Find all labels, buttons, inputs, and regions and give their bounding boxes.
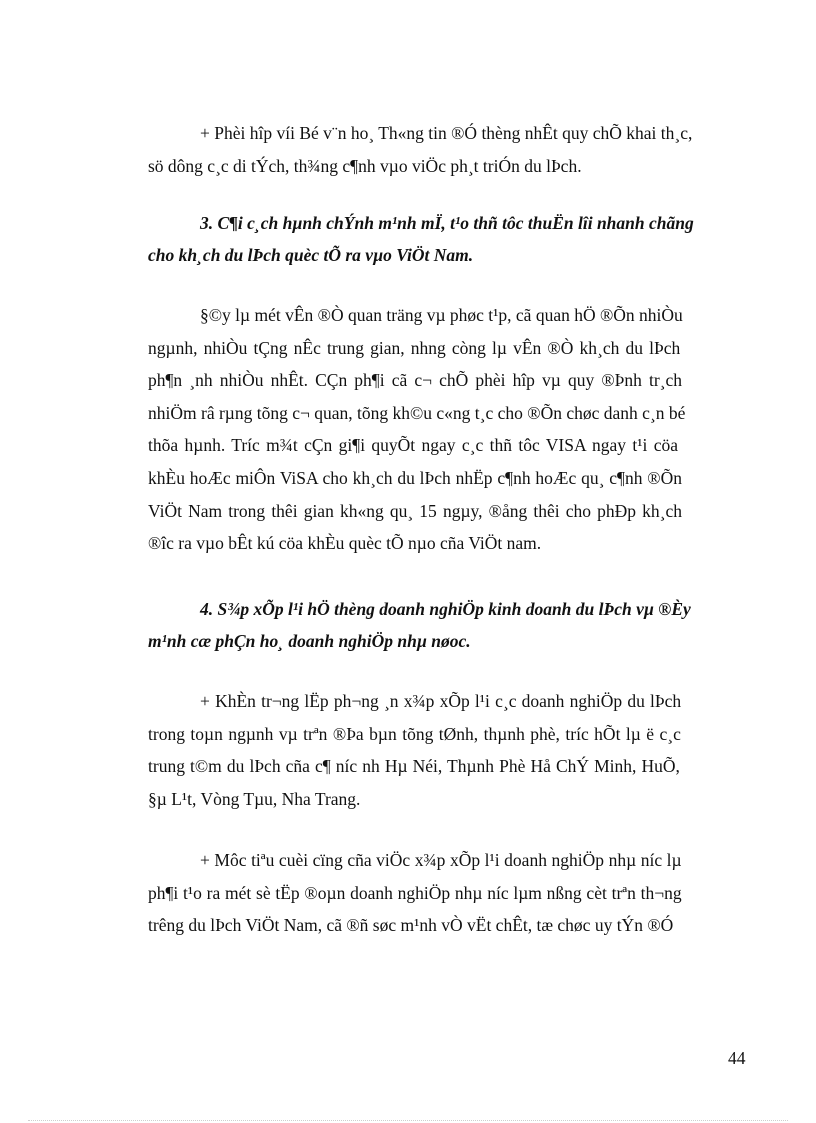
- text-line: trêng du lÞch ViÖt Nam, cã ®ñ søc m¹nh vÒ vËt chÊt, tæ chøc uy tÝn ®Ó: [148, 915, 674, 936]
- text-line: ph¶n ¸nh nhiÒu nhÊt. CÇn ph¶i cã c¬ chÕ phèi hîp vµ quy ®Þnh tr¸ch: [148, 370, 682, 391]
- footer-divider: [28, 1120, 788, 1121]
- paragraph-visa-reform: [148, 299, 734, 560]
- section-heading-4: [148, 593, 734, 657]
- text-line: + Phèi hîp víi Bé v¨n ho¸ Th«ng tin ®Ó thèng nhÊt quy chÕ khai th¸c,: [200, 123, 693, 143]
- text-line: §µ L¹t, Vòng Tµu, Nha Trang.: [148, 788, 361, 809]
- text-line: thõa hµnh. Tríc m¾t cÇn gi¶i quyÕt ngay c¸c thñ tôc VISA ngay t¹i cöa: [148, 435, 679, 456]
- text-line: ph¶i t¹o ra mét sè tËp ®oµn doanh nghiÖp nhµ níc lµm nßng cèt trªn th¬ng: [148, 882, 682, 903]
- heading-line: 4. S¾p xÕp l¹i hÖ thèng doanh nghiÖp kinh doanh du lÞch vµ ®Èy: [200, 599, 691, 619]
- text-line: trung t©m du lÞch cña c¶ níc nh Hµ Néi, Thµnh Phè Hå ChÝ Minh, HuÕ,: [148, 756, 680, 777]
- text-line: khÈu hoÆc miÔn ViSA cho kh¸ch du lÞch nhËp c¶nh hoÆc qu¸ c¶nh ®Õn: [148, 467, 682, 488]
- paragraph-cooperation-culture: [148, 117, 734, 182]
- text-line: §©y lµ mét vÊn ®Ò quan träng vµ phøc t¹p, cã quan hÖ ®Õn nhiÒu: [200, 305, 683, 325]
- text-line: ®îc ra vµo bÊt kú cöa khÈu quèc tÕ nµo cña ViÖt nam.: [148, 533, 542, 554]
- heading-line: cho kh¸ch du lÞch quèc tÕ ra vµo ViÖt Nam.: [148, 245, 474, 265]
- text-line: trong toµn ngµnh vµ trªn ®Þa bµn tõng tØnh, thµnh phè, tríc hÕt lµ ë c¸c: [148, 723, 681, 744]
- text-line: nhiÖm râ rµng tõng c¬ quan, tõng kh©u c«ng t¸c cho ®Õn chøc danh c¸n bé: [148, 402, 686, 423]
- text-line: + KhÈn tr¬ng lËp ph¬ng ¸n x¾p xÕp l¹i c¸c doanh nghiÖp du lÞch: [200, 691, 682, 711]
- section-heading-3: [148, 207, 734, 271]
- heading-line: m¹nh cæ phÇn ho¸ doanh nghiÖp nhµ nøoc.: [148, 631, 471, 651]
- text-line: sö dông c¸c di tÝch, th¾ng c¶nh vµo viÖc ph¸t triÓn du lÞch.: [148, 155, 582, 176]
- heading-line: 3. C¶i c¸ch hµnh chÝnh m¹nh mÏ, t¹o thñ tôc thuËn lîi nhanh chãng: [200, 213, 694, 233]
- text-line: ngµnh, nhiÒu tÇng nÊc trung gian, nhng còng lµ vÊn ®Ò kh¸ch du lÞch: [148, 337, 681, 358]
- page-number: 44: [728, 1048, 746, 1068]
- paragraph-final-goal: [148, 844, 734, 942]
- text-line: ViÖt Nam trong thêi gian kh«ng qu¸ 15 ngµy, ®ång thêi cho phÐp kh¸ch: [148, 500, 682, 521]
- text-line: + Môc tiªu cuèi cïng cña viÖc x¾p xÕp l¹i doanh nghiÖp nhµ níc lµ: [200, 850, 682, 870]
- paragraph-restructure-plan: [148, 685, 734, 815]
